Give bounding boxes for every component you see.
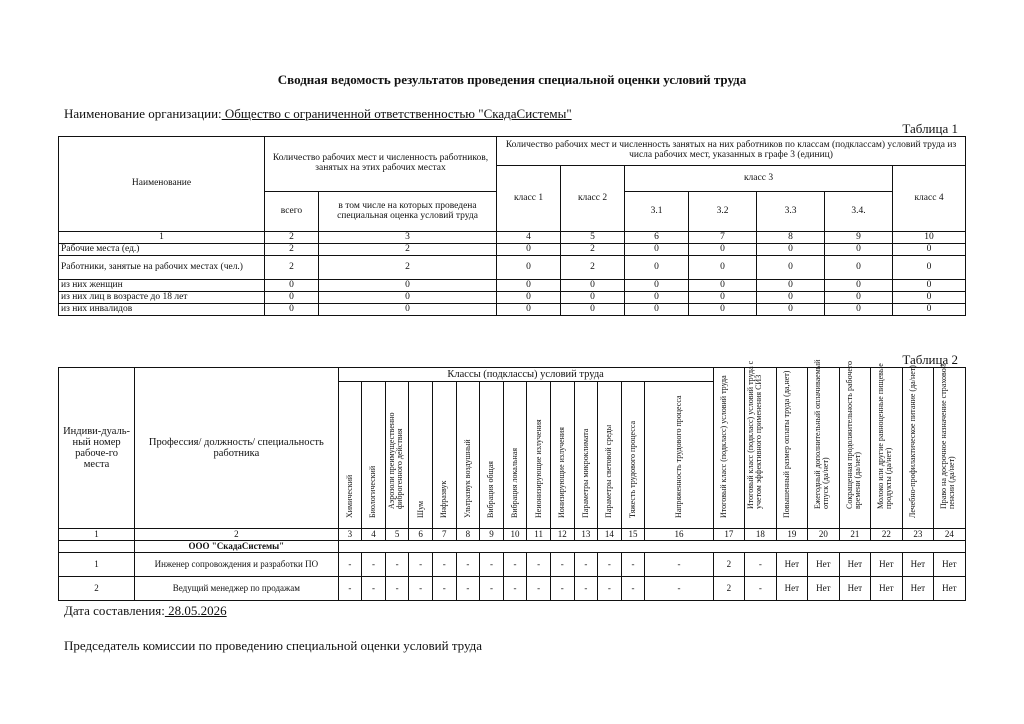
table-cell: - <box>362 553 386 577</box>
profession-name: Ведущий менеджер по продажам <box>135 577 339 601</box>
header-assessed: в том числе на которых проведена специальная оценка условий труда <box>319 192 497 232</box>
header-sub-3-3: 3.3 <box>757 192 825 232</box>
header-extra <box>839 361 871 529</box>
table-cell: 0 <box>757 292 825 304</box>
column-number: 21 <box>839 529 871 541</box>
row-label: из них инвалидов <box>59 304 265 316</box>
table-cell: 2 <box>319 244 497 256</box>
table-cell: 0 <box>625 244 689 256</box>
column-number: 1 <box>59 529 135 541</box>
empty-cell <box>338 541 965 553</box>
table1-caption: Таблица 1 <box>902 121 958 136</box>
header-extra-label: Итоговый класс (подкласс) условий труда с учетом эффективного применения СИЗ <box>746 360 764 510</box>
column-number: 3 <box>319 232 497 244</box>
column-number: 13 <box>574 529 598 541</box>
header-extra-label: Повышенный размер оплаты труда (да,нет) <box>781 370 791 518</box>
table-cell: - <box>409 577 433 601</box>
column-number: 23 <box>902 529 934 541</box>
column-number: 12 <box>550 529 574 541</box>
header-factor <box>621 382 645 529</box>
column-number: 17 <box>713 529 745 541</box>
column-number: 4 <box>497 232 561 244</box>
table-cell: 0 <box>319 280 497 292</box>
table-cell: - <box>385 553 409 577</box>
header-factor-label: Биологический <box>368 465 378 518</box>
header-factor <box>527 382 551 529</box>
table-cell: - <box>527 553 551 577</box>
table-cell: 0 <box>757 256 825 280</box>
date-line <box>64 603 227 619</box>
column-number: 16 <box>645 529 713 541</box>
table-cell: 0 <box>825 292 893 304</box>
row-label: из них лиц в возрасте до 18 лет <box>59 292 265 304</box>
header-sub-3-4: 3.4. <box>825 192 893 232</box>
table-cell: - <box>503 553 527 577</box>
header-factor-label: Ионизирующие излучения <box>557 426 567 518</box>
table-cell: 0 <box>825 280 893 292</box>
table-cell: - <box>645 553 713 577</box>
table-cell: - <box>550 553 574 577</box>
table-cell: 0 <box>757 304 825 316</box>
table-cell: - <box>598 553 622 577</box>
header-extra-label: Ежегодный дополнительный оплачиваемый отпуск (да/нет) <box>813 359 831 510</box>
table-cell: 0 <box>625 256 689 280</box>
table2-caption: Таблица 2 <box>902 352 958 367</box>
header-sub-3-2: 3.2 <box>689 192 757 232</box>
table-cell: 0 <box>265 280 319 292</box>
table-cell: 0 <box>893 256 966 280</box>
table-cell: 2 <box>319 256 497 280</box>
column-number: 1 <box>59 232 265 244</box>
column-number: 20 <box>808 529 840 541</box>
header-workplaces: Количество рабочих мест и численность работников, занятых на этих рабочих местах <box>265 137 497 192</box>
table-cell: 2 <box>265 256 319 280</box>
table-row <box>59 244 966 256</box>
date-value: 28.05.2026 <box>164 603 227 618</box>
header-factor <box>503 382 527 529</box>
header-workplace-number: Индиви-дуаль-ный номер рабоче-го места <box>59 368 135 529</box>
header-extra-label: Сокращенная продолжительность рабочего времени (да/нет) <box>844 361 863 510</box>
table-cell: - <box>527 577 551 601</box>
table-cell: 2 <box>561 256 625 280</box>
table-cell: - <box>574 577 598 601</box>
table-cell: - <box>456 577 480 601</box>
table-cell: Нет <box>808 553 840 577</box>
table-cell: 0 <box>625 280 689 292</box>
column-number: 10 <box>893 232 966 244</box>
table-cell: 0 <box>825 256 893 280</box>
organization-line <box>64 106 572 122</box>
row-label: Работники, занятые на рабочих местах (чел.) <box>59 256 265 280</box>
table-cell: - <box>621 577 645 601</box>
table-cell: 0 <box>561 304 625 316</box>
header-factor <box>598 382 622 529</box>
table-cell: 0 <box>497 244 561 256</box>
table-cell: - <box>621 553 645 577</box>
header-factor-label: Тяжесть трудового процесса <box>628 420 638 518</box>
column-number: 8 <box>757 232 825 244</box>
header-name: Наименование <box>59 137 265 232</box>
column-number: 9 <box>480 529 504 541</box>
header-factor <box>362 382 386 529</box>
summary-table <box>58 136 966 316</box>
column-number: 11 <box>527 529 551 541</box>
header-factor <box>385 382 409 529</box>
column-number: 4 <box>362 529 386 541</box>
profession-name: Инженер сопровождения и разработки ПО <box>135 553 339 577</box>
header-extra <box>808 359 840 529</box>
table-cell: 0 <box>497 280 561 292</box>
header-factor-label: Химический <box>344 474 354 518</box>
table-cell: - <box>432 577 456 601</box>
column-number: 9 <box>825 232 893 244</box>
column-number: 2 <box>265 232 319 244</box>
table-cell: - <box>745 577 777 601</box>
table-row <box>59 577 966 601</box>
table-cell: - <box>385 577 409 601</box>
header-factor-label: Ультразвук воздушный <box>462 438 472 518</box>
header-extra <box>776 368 808 529</box>
header-extra <box>713 368 745 529</box>
table-cell: 0 <box>689 280 757 292</box>
table-cell: 0 <box>825 244 893 256</box>
table-cell: 0 <box>689 244 757 256</box>
header-class2: класс 2 <box>561 166 625 232</box>
header-factor-label: Вибрация общая <box>486 460 496 518</box>
table-cell: Нет <box>871 577 903 601</box>
header-factor <box>456 382 480 529</box>
column-number: 7 <box>689 232 757 244</box>
header-factor-label: Инфразвук <box>439 480 449 518</box>
column-number: 7 <box>432 529 456 541</box>
table-cell: 0 <box>893 292 966 304</box>
column-number: 19 <box>776 529 808 541</box>
table-row <box>59 292 966 304</box>
header-total: всего <box>265 192 319 232</box>
column-number: 24 <box>934 529 966 541</box>
header-factor-label: Напряженность трудового процесса <box>673 395 683 518</box>
table-cell: Нет <box>839 553 871 577</box>
header-class1: класс 1 <box>497 166 561 232</box>
table-cell: Нет <box>934 577 966 601</box>
workplace-number: 1 <box>59 553 135 577</box>
column-number: 8 <box>456 529 480 541</box>
table-cell: 0 <box>825 304 893 316</box>
column-number: 15 <box>621 529 645 541</box>
table-cell: 0 <box>893 280 966 292</box>
table-cell: 0 <box>497 256 561 280</box>
table-cell: 0 <box>757 280 825 292</box>
header-factor <box>574 382 598 529</box>
page-title: Сводная ведомость результатов проведения специальной оценки условий труда <box>277 72 747 87</box>
table-row <box>59 304 966 316</box>
table-cell: - <box>574 553 598 577</box>
column-number: 14 <box>598 529 622 541</box>
header-class4: класс 4 <box>893 166 966 232</box>
header-factor-label: Шум <box>415 500 425 518</box>
header-factor <box>338 382 362 529</box>
header-factor-label: Аэрозоли преимущественно фиброгенного действия <box>387 412 405 510</box>
table-cell: 0 <box>497 304 561 316</box>
table-cell: - <box>745 553 777 577</box>
table-cell: Нет <box>776 577 808 601</box>
table-cell: 0 <box>319 304 497 316</box>
table-cell: - <box>598 577 622 601</box>
table-cell: Нет <box>776 553 808 577</box>
header-extra-label: Итоговый класс (подкласс) условий труда <box>718 374 728 518</box>
header-sub-3-1: 3.1 <box>625 192 689 232</box>
table-cell: 0 <box>625 304 689 316</box>
table-cell: - <box>503 577 527 601</box>
workplace-number: 2 <box>59 577 135 601</box>
header-factor-label: Параметры световой среды <box>604 424 614 518</box>
column-number: 6 <box>625 232 689 244</box>
header-classes: Количество рабочих мест и численность занятых на них работников по классам (подклассам) условий труда из числа рабочих мест, указанных в графе 3 (единиц) <box>497 137 966 166</box>
column-number: 10 <box>503 529 527 541</box>
header-extra-label: Молоко или другие равноценные пищевые продукты (да/нет) <box>876 363 894 510</box>
header-factor <box>645 382 713 529</box>
company-name: ООО "СкадаСистемы" <box>135 541 339 553</box>
table-cell: 0 <box>893 244 966 256</box>
table-cell: Нет <box>871 553 903 577</box>
table-cell: 0 <box>497 292 561 304</box>
table-cell: 0 <box>561 292 625 304</box>
table-cell: Нет <box>902 553 934 577</box>
column-number: 3 <box>338 529 362 541</box>
table-cell: - <box>338 577 362 601</box>
column-number: 22 <box>871 529 903 541</box>
column-number: 6 <box>409 529 433 541</box>
table-cell: 0 <box>319 292 497 304</box>
table-cell: - <box>432 553 456 577</box>
header-extra <box>902 364 934 529</box>
table-cell: - <box>338 553 362 577</box>
table-cell: 2 <box>265 244 319 256</box>
row-label: Рабочие места (ед.) <box>59 244 265 256</box>
table-cell: 0 <box>625 292 689 304</box>
table-cell: Нет <box>808 577 840 601</box>
header-factor <box>409 382 433 529</box>
header-factor-label: Параметры микроклимата <box>580 428 590 518</box>
chairman-line: Председатель комиссии по проведению специальной оценки условий труда <box>64 638 483 653</box>
table-cell: 0 <box>265 304 319 316</box>
empty-cell <box>59 541 135 553</box>
table-cell: 2 <box>713 553 745 577</box>
table-cell: - <box>480 577 504 601</box>
table-cell: - <box>362 577 386 601</box>
table-cell: 0 <box>689 292 757 304</box>
table-cell: 0 <box>265 292 319 304</box>
table-row <box>59 553 966 577</box>
table-row <box>59 256 966 280</box>
table-cell: 0 <box>893 304 966 316</box>
table-cell: 2 <box>713 577 745 601</box>
table-cell: - <box>409 553 433 577</box>
table-cell: 0 <box>757 244 825 256</box>
table-row <box>59 280 966 292</box>
header-extra-label: Право на досрочное назначение страховой пенсии (да/нет) <box>939 364 957 510</box>
date-label: Дата составления: <box>64 603 165 618</box>
header-work-classes: Классы (подклассы) условий труда <box>338 368 713 382</box>
table-cell: Нет <box>839 577 871 601</box>
table-cell: 0 <box>689 256 757 280</box>
table-cell: - <box>456 553 480 577</box>
header-factor <box>480 382 504 529</box>
table-cell: - <box>550 577 574 601</box>
table-cell: Нет <box>934 553 966 577</box>
table-cell: 2 <box>561 244 625 256</box>
column-number: 5 <box>385 529 409 541</box>
header-factor-label: Вибрация локальная <box>510 447 520 518</box>
organization-name: Общество с ограниченной ответственностью "СкадаСистемы" <box>221 106 572 121</box>
column-number: 18 <box>745 529 777 541</box>
header-extra-label: Лечебно-профилактическое питание (да/нет) <box>907 364 917 518</box>
header-extra <box>745 360 777 529</box>
header-profession: Профессия/ должность/ специальность работника <box>135 368 339 529</box>
column-number: 5 <box>561 232 625 244</box>
header-extra <box>871 363 903 529</box>
table-cell: - <box>645 577 713 601</box>
table-cell: Нет <box>902 577 934 601</box>
table-cell: - <box>480 553 504 577</box>
table-cell: 0 <box>561 280 625 292</box>
table-cell: 0 <box>689 304 757 316</box>
row-label: из них женщин <box>59 280 265 292</box>
column-number: 2 <box>135 529 339 541</box>
header-extra <box>934 364 966 529</box>
header-factor <box>432 382 456 529</box>
header-factor <box>550 382 574 529</box>
header-class3: класс 3 <box>625 166 893 192</box>
header-factor-label: Неионизирующие излучения <box>533 418 543 518</box>
organization-label: Наименование организации: <box>64 106 222 121</box>
